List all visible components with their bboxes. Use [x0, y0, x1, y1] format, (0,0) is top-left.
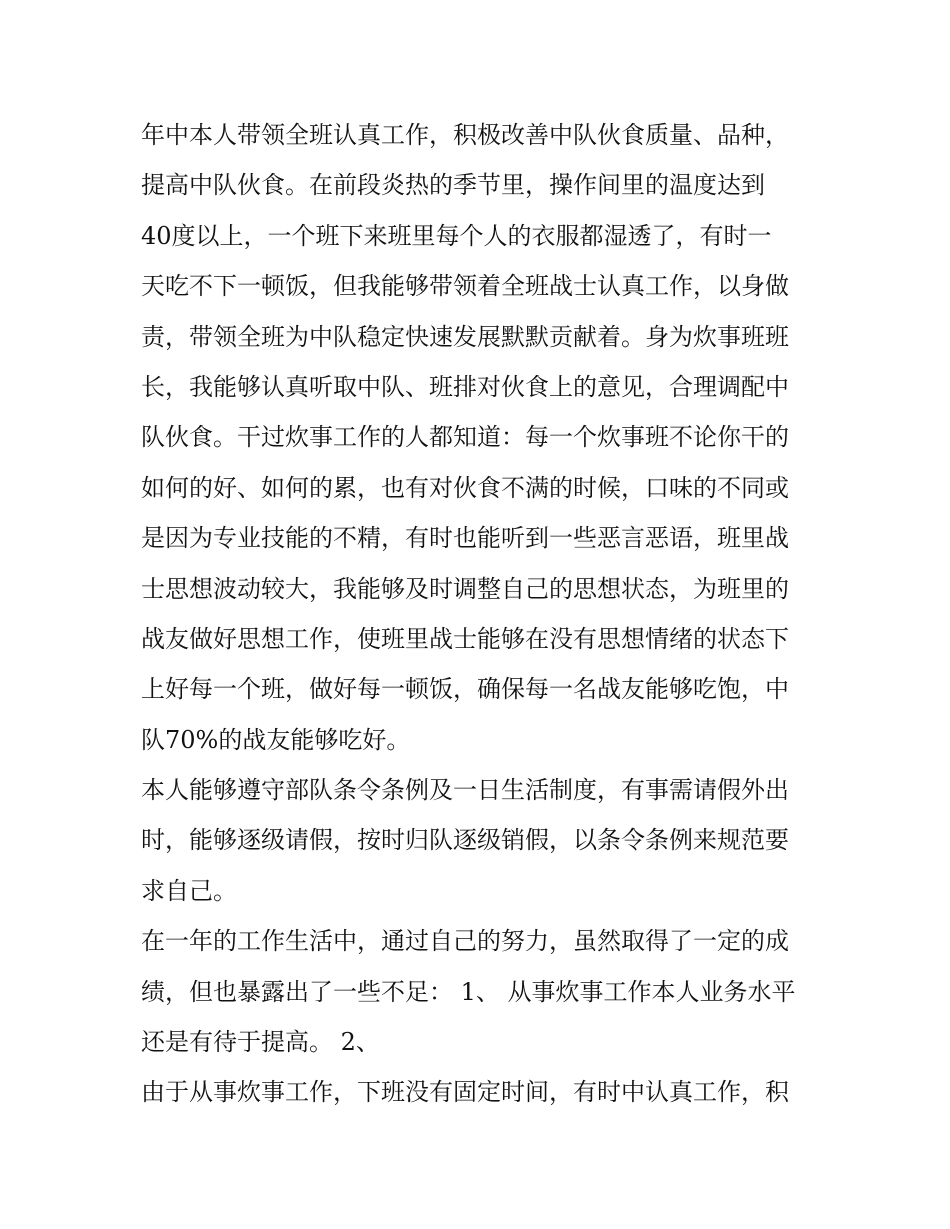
- text-line: 队70%的战友能够吃好。: [141, 725, 411, 754]
- text-line: 长，我能够认真听取中队、班排对伙食上的意见，合理调配中: [141, 372, 789, 401]
- text-line: 责，带领全班为中队稳定快速发展默默贡献着。身为炊事班班: [141, 322, 789, 351]
- text-line: 在一年的工作生活中，通过自己的努力，虽然取得了一定的成: [141, 927, 789, 956]
- text-line: 队伙食。干过炊事工作的人都知道：每一个炊事班不论你干的: [141, 423, 789, 452]
- text-line: 战友做好思想工作，使班里战士能够在没有思想情绪的状态下: [141, 624, 789, 653]
- text-line: 天吃不下一顿饭，但我能够带领着全班战士认真工作，以身做: [141, 272, 789, 301]
- text-line: 上好每一个班，做好每一顿饭，确保每一名战友能够吃饱，中: [141, 675, 789, 704]
- text-line: 40度以上，一个班下来班里每个人的衣服都湿透了，有时一: [141, 221, 772, 250]
- text-line: 士思想波动较大，我能够及时调整自己的思想状态，为班里的: [141, 574, 789, 603]
- text-line: 绩，但也暴露出了一些不足： 1、 从事炊事工作本人业务水平: [141, 977, 796, 1006]
- text-line: 本人能够遵守部队条令条例及一日生活制度，有事需请假外出: [141, 776, 789, 805]
- text-line: 还是有待于提高。 2、: [141, 1028, 380, 1057]
- paragraph-3: [141, 916, 821, 1067]
- paragraph-2: [141, 765, 821, 916]
- text-line: 提高中队伙食。在前段炎热的季节里，操作间里的温度达到: [141, 171, 765, 200]
- paragraph-4: [141, 1067, 821, 1117]
- document-body: [141, 110, 821, 1118]
- text-line: 时，能够逐级请假，按时归队逐级销假，以条令条例来规范要: [141, 826, 789, 855]
- text-line: 由于从事炊事工作，下班没有固定时间，有时中认真工作，积: [141, 1078, 789, 1107]
- text-line: 如何的好、如何的累，也有对伙食不满的时候，口味的不同或: [141, 473, 789, 502]
- paragraph-1: [141, 110, 821, 765]
- text-line: 年中本人带领全班认真工作，积极改善中队伙食质量、品种，: [141, 121, 789, 149]
- text-line: 是因为专业技能的不精，有时也能听到一些恶言恶语，班里战: [141, 524, 789, 553]
- text-line: 求自己。: [141, 876, 237, 905]
